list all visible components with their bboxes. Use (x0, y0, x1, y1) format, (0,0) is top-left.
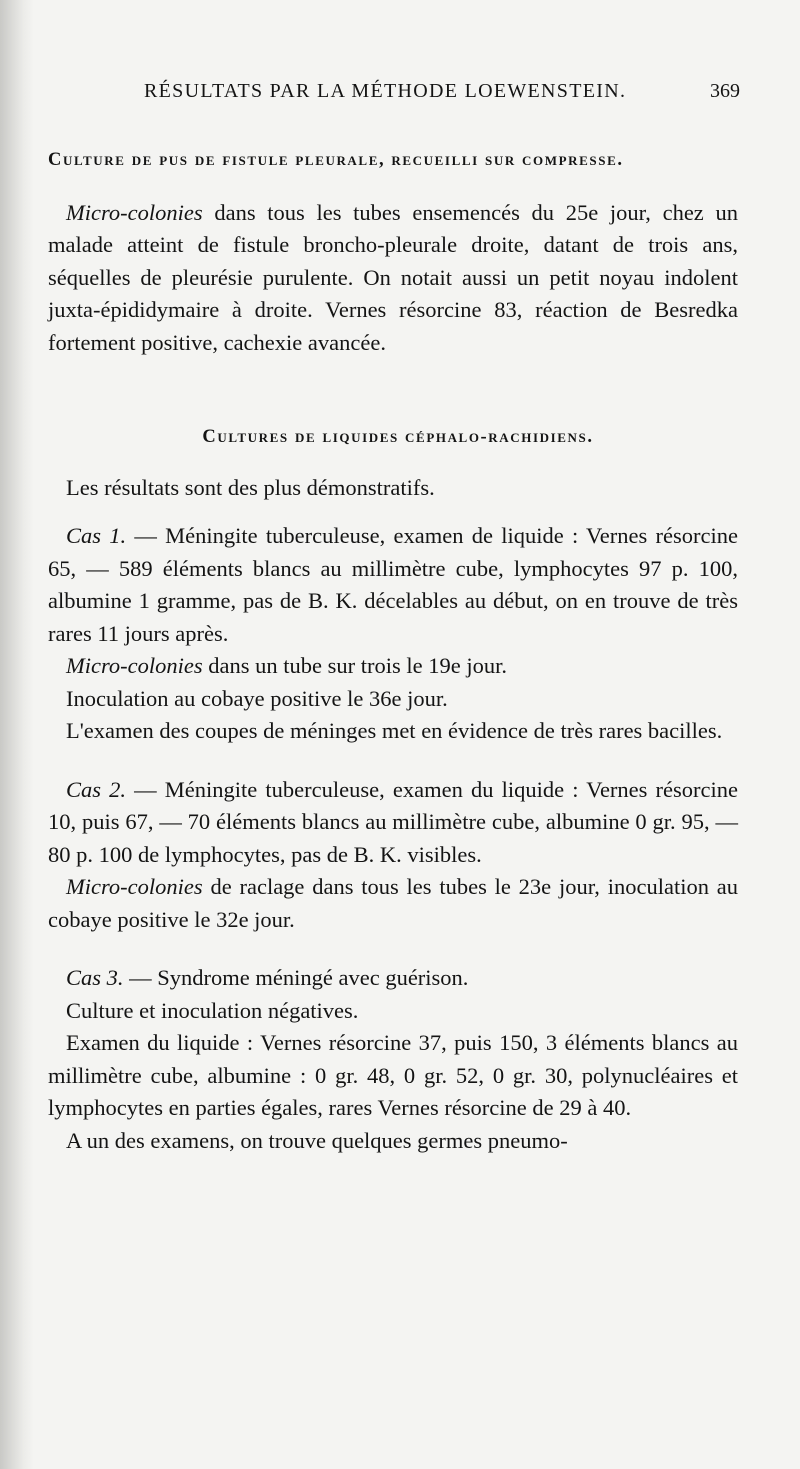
page-number: 369 (710, 80, 740, 102)
paragraph-cas-3-last: A un des examens, on trouve quelques germes pneumo- (66, 1127, 568, 1153)
paragraph-cas-1 (48, 520, 738, 650)
emphasis-micro-colonies: Micro-colonies (66, 199, 203, 225)
paragraph-text: — Méningite tuberculeuse, examen du liquide : Vernes résorcine 10, puis 67, — 70 éléments blancs au millimètre cube, albumine 0 gr. 95, — 80 p. 100 de lymphocytes, pas de B. K. visibles. (48, 776, 739, 867)
running-title: RÉSULTATS PAR LA MÉTHODE LOEWENSTEIN. (144, 80, 627, 102)
case-label: Cas 3. (66, 965, 124, 990)
page-edge-shadow (0, 0, 34, 1469)
paragraph-text: — Méningite tuberculeuse, examen de liquide : Vernes résorcine 65, — 589 éléments blancs au millimètre cube, lymphocytes 97 p. 100, albumine 1 gramme, pas de B. K. décelables au début, on en trouve de très rares 11 jours après. (48, 523, 738, 646)
paragraph-cas-2-micro (48, 871, 738, 936)
emphasis-micro-colonies: Micro-colonies (66, 653, 203, 678)
paragraph-cas-3-examen: Examen du liquide : Vernes résorcine 37, puis 150, 3 éléments blancs au millimètre cube, albumine : 0 gr. 48, 0 gr. 52, 0 gr. 30, polynucléaires et lymphocytes en parties égales, rares Vernes résorcine de 29 à 40. (48, 1030, 738, 1120)
paragraph-text: dans un tube sur trois le 19e jour. (202, 653, 507, 678)
page-body (48, 140, 738, 1157)
paragraph-micro-colonies-fistule (48, 197, 738, 360)
paragraph-text: — Syndrome méningé avec guérison. (123, 965, 469, 990)
section-heading-culture-pus: Culture de pus de fistule pleurale, recueilli sur compresse. (48, 150, 624, 170)
paragraph-text: de raclage dans tous les tubes le 23e jour, inoculation au cobaye positive le 32e jour. (48, 874, 738, 932)
paragraph-cas-1-inoculation: Inoculation au cobaye positive le 36e jour. (66, 685, 448, 711)
paragraph-text: dans tous les tubes ensemencés du 25e jour, chez un malade atteint de fistule broncho-pleurale droite, datant de trois ans, séquelles de pleurésie purulente. On notait aussi un petit noyau indolent juxta-épididymaire à droite. Vernes résorcine 83, réaction de Besredka fortement positive, cachexie avancée. (48, 199, 738, 355)
paragraph-cas-1-micro (48, 650, 738, 683)
paragraph-cas-3 (48, 962, 738, 995)
case-label: Cas 2. (66, 776, 127, 802)
case-label: Cas 1. (66, 523, 127, 548)
emphasis-micro-colonies: Micro-colonies (66, 874, 203, 899)
paragraph-cas-1-examen: L'examen des coupes de méninges met en évidence de très rares bacilles. (66, 718, 723, 743)
running-head (48, 80, 748, 110)
paragraph-cas-3-culture: Culture et inoculation négatives. (66, 997, 359, 1023)
paragraph-intro: Les résultats sont des plus démonstratifs. (66, 474, 435, 500)
paragraph-cas-2 (48, 774, 738, 872)
section-heading-cultures-liquides: Cultures de liquides céphalo-rachidiens. (202, 427, 594, 447)
